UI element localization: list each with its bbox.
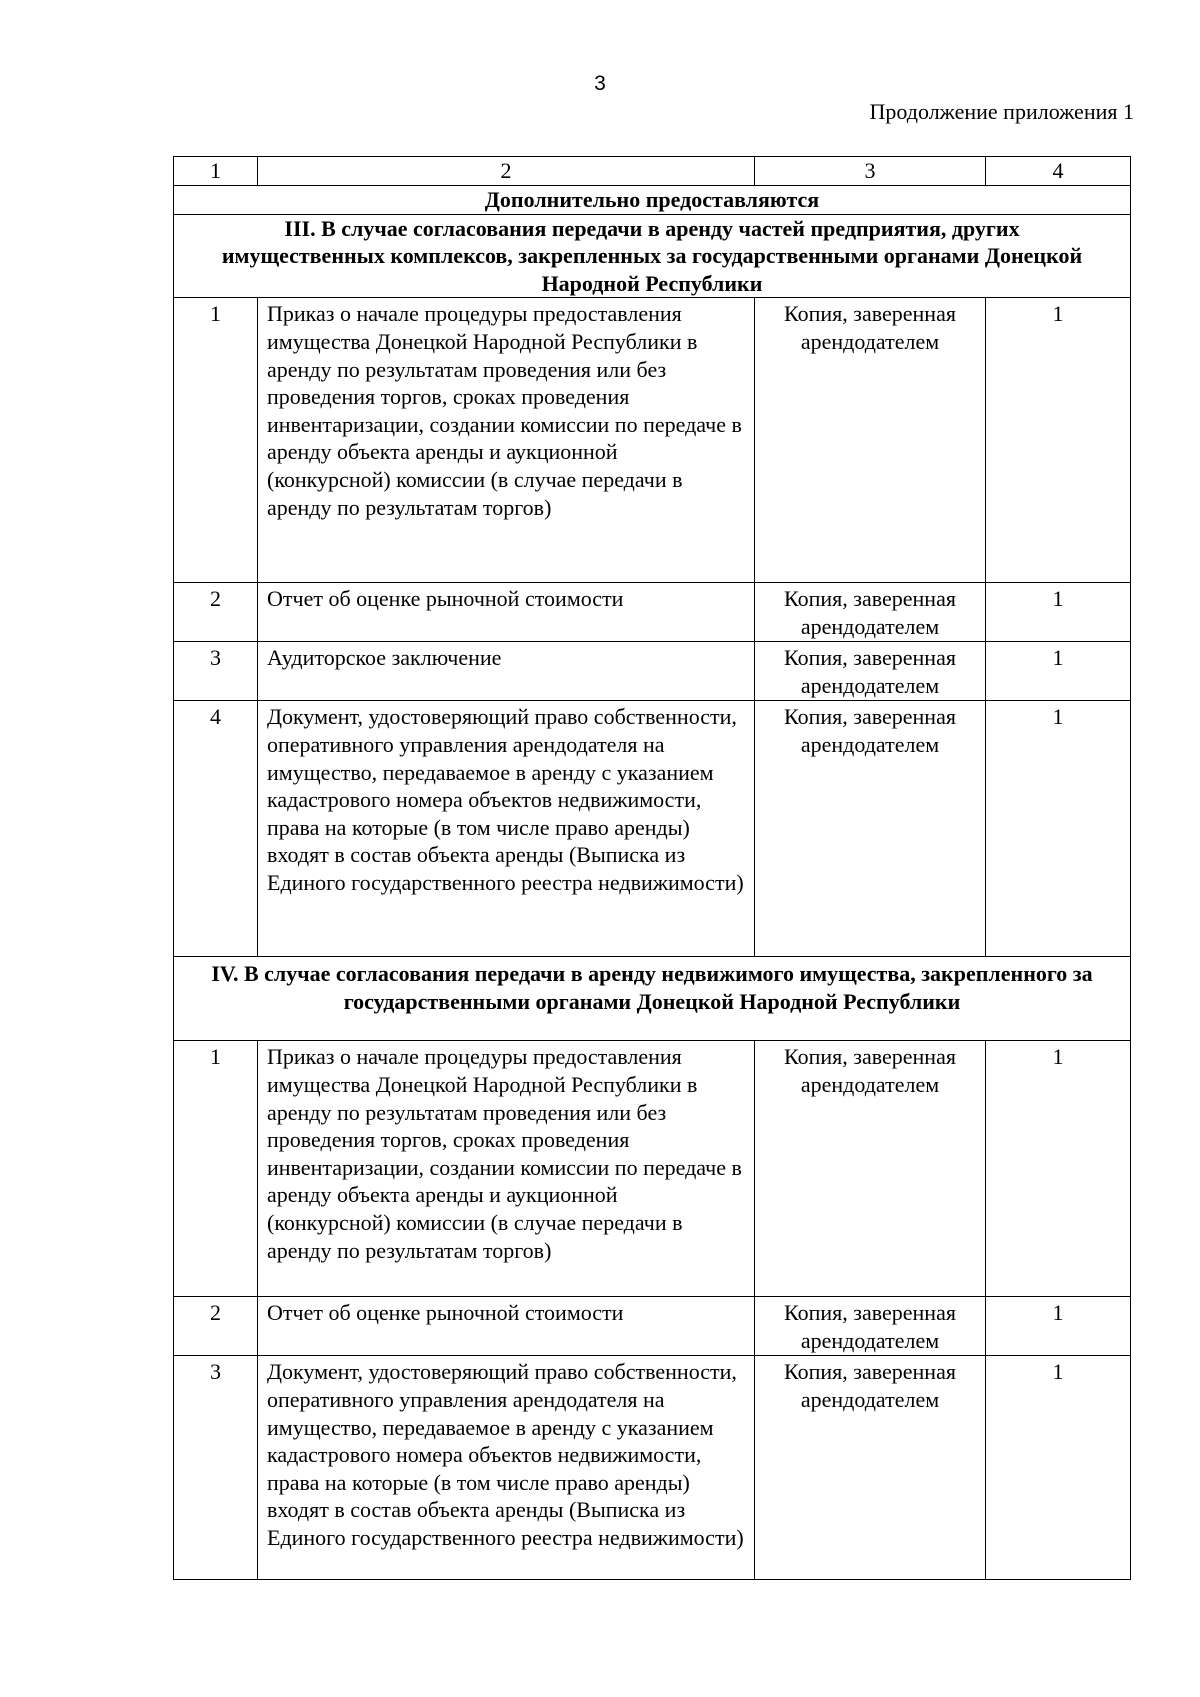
document-description: Отчет об оценке рыночной стоимости <box>258 583 755 642</box>
table-row <box>174 298 1131 583</box>
column-number-3: 3 <box>755 157 986 186</box>
document-quantity: 1 <box>986 298 1131 583</box>
table-row <box>174 701 1131 957</box>
document-form: Копия, заверенная арендодателем <box>755 1297 986 1356</box>
column-number-2: 2 <box>258 157 755 186</box>
documents-table <box>173 156 1131 1580</box>
document-description: Отчет об оценке рыночной стоимости <box>258 1297 755 1356</box>
table-row <box>174 1297 1131 1356</box>
table-row <box>174 1356 1131 1580</box>
section-3-title-row <box>174 214 1131 298</box>
table-row <box>174 642 1131 701</box>
document-form: Копия, заверенная арендодателем <box>755 1041 986 1297</box>
row-number: 3 <box>174 1356 258 1580</box>
document-quantity: 1 <box>986 583 1131 642</box>
document-description: Документ, удостоверяющий право собственности, оперативного управления арендодателя на имущество, передаваемое в аренду с указанием кадастрового номера объектов недвижимости, права на которые (в том числе право аренды) входят в состав объекта аренды (Выписка из Единого государственного реестра недвижимости) <box>258 701 755 957</box>
document-form: Копия, заверенная арендодателем <box>755 1356 986 1580</box>
document-quantity: 1 <box>986 701 1131 957</box>
document-form: Копия, заверенная арендодателем <box>755 642 986 701</box>
row-number: 1 <box>174 1041 258 1297</box>
appendix-continuation-note: Продолжение приложения 1 <box>869 99 1134 124</box>
document-description: Документ, удостоверяющий право собственности, оперативного управления арендодателя на имущество, передаваемое в аренду с указанием кадастрового номера объектов недвижимости, права на которые (в том числе право аренды) входят в состав объекта аренды (Выписка из Единого государственного реестра недвижимости) <box>258 1356 755 1580</box>
document-description: Приказ о начале процедуры предоставления имущества Донецкой Народной Республики в аренду по результатам проведения или без проведения торгов, сроках проведения инвентаризации, создании комиссии по передаче в аренду объекта аренды и аукционной (конкурсной) комиссии (в случае передачи в аренду по результатам торгов) <box>258 298 755 583</box>
document-form: Копия, заверенная арендодателем <box>755 583 986 642</box>
column-number-row <box>174 157 1131 186</box>
row-number: 2 <box>174 1297 258 1356</box>
document-quantity: 1 <box>986 642 1131 701</box>
row-number: 2 <box>174 583 258 642</box>
section-3-title: III. В случае согласования передачи в аренду частей предприятия, других имущественных комплексов, закрепленных за государственными органами Донецкой Народной Республики <box>174 214 1131 298</box>
document-quantity: 1 <box>986 1041 1131 1297</box>
document-description: Приказ о начале процедуры предоставления имущества Донецкой Народной Республики в аренду по результатам проведения или без проведения торгов, сроках проведения инвентаризации, создании комиссии по передаче в аренду объекта аренды и аукционной (конкурсной) комиссии (в случае передачи в аренду по результатам торгов) <box>258 1041 755 1297</box>
page-number: 3 <box>594 72 606 95</box>
row-number: 4 <box>174 701 258 957</box>
column-number-1: 1 <box>174 157 258 186</box>
table-row <box>174 1041 1131 1297</box>
row-number: 3 <box>174 642 258 701</box>
section-4-title: IV. В случае согласования передачи в аренду недвижимого имущества, закрепленного за государственными органами Донецкой Народной Республики <box>174 957 1131 1041</box>
section-4-title-row <box>174 957 1131 1041</box>
subheading-row <box>174 185 1131 214</box>
row-number: 1 <box>174 298 258 583</box>
subheading: Дополнительно предоставляются <box>174 185 1131 214</box>
document-form: Копия, заверенная арендодателем <box>755 701 986 957</box>
document-quantity: 1 <box>986 1297 1131 1356</box>
document-quantity: 1 <box>986 1356 1131 1580</box>
table-row <box>174 583 1131 642</box>
document-description: Аудиторское заключение <box>258 642 755 701</box>
document-form: Копия, заверенная арендодателем <box>755 298 986 583</box>
column-number-4: 4 <box>986 157 1131 186</box>
